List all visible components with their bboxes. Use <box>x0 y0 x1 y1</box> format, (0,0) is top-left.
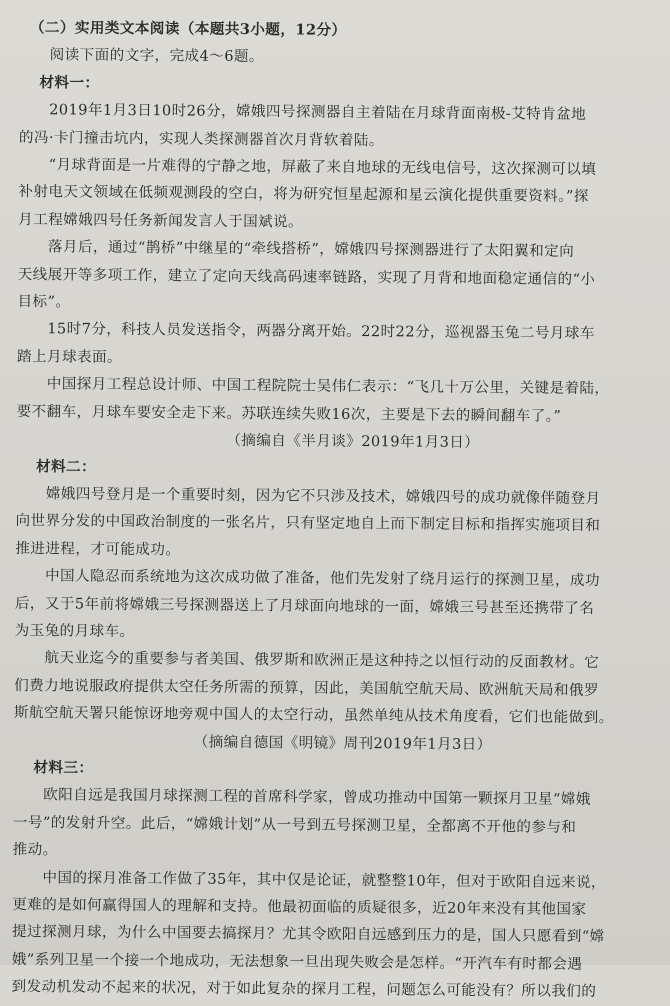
m1-line: 15时7分，科技人员发送指令，两器分离开始。22时22分，巡视器玉兔二号月球车 <box>47 320 595 343</box>
m2-line: 航天业迄今的重要参与者美国、俄罗斯和欧洲正是这种持之以恒行动的反面教材。它 <box>44 649 600 672</box>
m2-line: 向世界分发的中国政治制度的一张名片，只有坚定地自上而下制定目标和指挥实施项目和 <box>15 512 601 535</box>
m3-line: 欧阳自远是我国月球探测工程的首席科学家，曾成功推动中国第一颗探月卫星“嫦娥 <box>43 786 591 809</box>
material2-source: （摘编自德国《明镜》周刊2019年1月3日） <box>193 733 492 753</box>
m3-line: 娥”系列卫星一个接一个地成功，无法想象一旦出现失败会是怎样。“开汽车有时都会遇 <box>11 950 583 973</box>
m2-line: 推进进程，才可能成功。 <box>15 539 181 559</box>
instruction: 阅读下面的文字，完成4～6题。 <box>49 46 265 66</box>
m1-line: 的冯·卡门撞击坑内，实现人类探测器首次月背软着陆。 <box>18 128 384 149</box>
m1-line: “月球背面是一片难得的宁静之地，屏蔽了来自地球的无线电信号，这次探测可以填 <box>48 156 597 179</box>
material3-heading: 材料三： <box>33 759 94 777</box>
m3-line: 中国的探月准备工作做了35年，其中仅是论证，就整整10年，但对于欧阳自远来说， <box>42 868 607 891</box>
m1-line: 中国探月工程总设计师、中国工程院院士吴伟仁表示：“飞几十万公里，关键是着陆， <box>46 375 610 398</box>
m3-line: 更难的是如何赢得国人的理解和支持。他最初面临的质疑很多，近20年来没有其他国家 <box>12 895 587 918</box>
m3-line: 到发动机发动不起来的状况，对于如此复杂的探月工程，问题怎么可能没有？所以我们的 <box>11 978 597 1001</box>
m2-line: 中国人隐忍而系统地为这次成功做了准备，他们先发射了绕月运行的探测卫星，成功 <box>45 567 600 590</box>
m1-line: 要不翻车，月球车要安全走下来。苏联连续失败16次，主要是下去的瞬间翻车了。” <box>16 402 562 425</box>
m3-line: 一号”的发射升空。此后，“嫦娥计划”从一号到五号探测卫星，全都离不开他的参与和 <box>12 813 577 836</box>
m2-line: 后，又于5年前将嫦娥三号探测器送上了月球面向地球的一面，嫦娥三号甚至还携带了名 <box>14 594 595 617</box>
m1-line: 月工程嫦娥四号任务新闻发言人于国斌说。 <box>18 210 304 231</box>
material1-heading: 材料一： <box>39 73 100 92</box>
m1-line: 天线展开等多项工作，建立了定向天线高码速率链路，实现了月背和地面稳定通信的“小 <box>17 265 596 288</box>
section-title: （二）实用类文本阅读（本题共3小题，12分） <box>29 19 347 39</box>
m3-line: 推动。 <box>12 841 58 859</box>
m1-line: 补射电天文领域在低频观测段的空白，将为研究恒星起源和星云演化提供重要资料。”探 <box>18 183 589 206</box>
m2-line: 为玉兔的月球车。 <box>14 621 135 640</box>
material1-source: （摘编自《半月谈》2019年1月3日） <box>226 431 480 452</box>
m2-line: 们费力地说服政府提供太空任务所需的预算，因此，美国航空航天局、欧洲航天局和俄罗 <box>14 676 599 699</box>
m1-line: 落月后，通过“鹊桥”中继星的“牵线搭桥”，嫦娥四号探测器进行了太阳翼和定向 <box>47 238 575 261</box>
m3-line: 提过探测月球，为什么中国要去搞探月？尤其令欧阳自远感到压力的是，国人只愿看到“嫦 <box>11 923 605 946</box>
m1-line: 目标”。 <box>17 293 71 311</box>
m2-line: 嫦娥四号登月是一个重要时刻，因为它不只涉及技术，嫦娥四号的成功就像伴随登月 <box>45 485 601 507</box>
document-sheet <box>11 14 648 1006</box>
m2-line: 斯航空航天署只能惊讶地旁观中国人的太空行动，虽然单纯从技术角度看，它们也能做到。 <box>13 704 614 727</box>
m1-line: 2019年1月3日10时26分，嫦娥四号探测器自主着陆在月球背面南极-艾特肯盆地 <box>49 101 587 124</box>
m1-line: 踏上月球表面。 <box>16 347 123 366</box>
material2-heading: 材料二： <box>35 457 97 476</box>
